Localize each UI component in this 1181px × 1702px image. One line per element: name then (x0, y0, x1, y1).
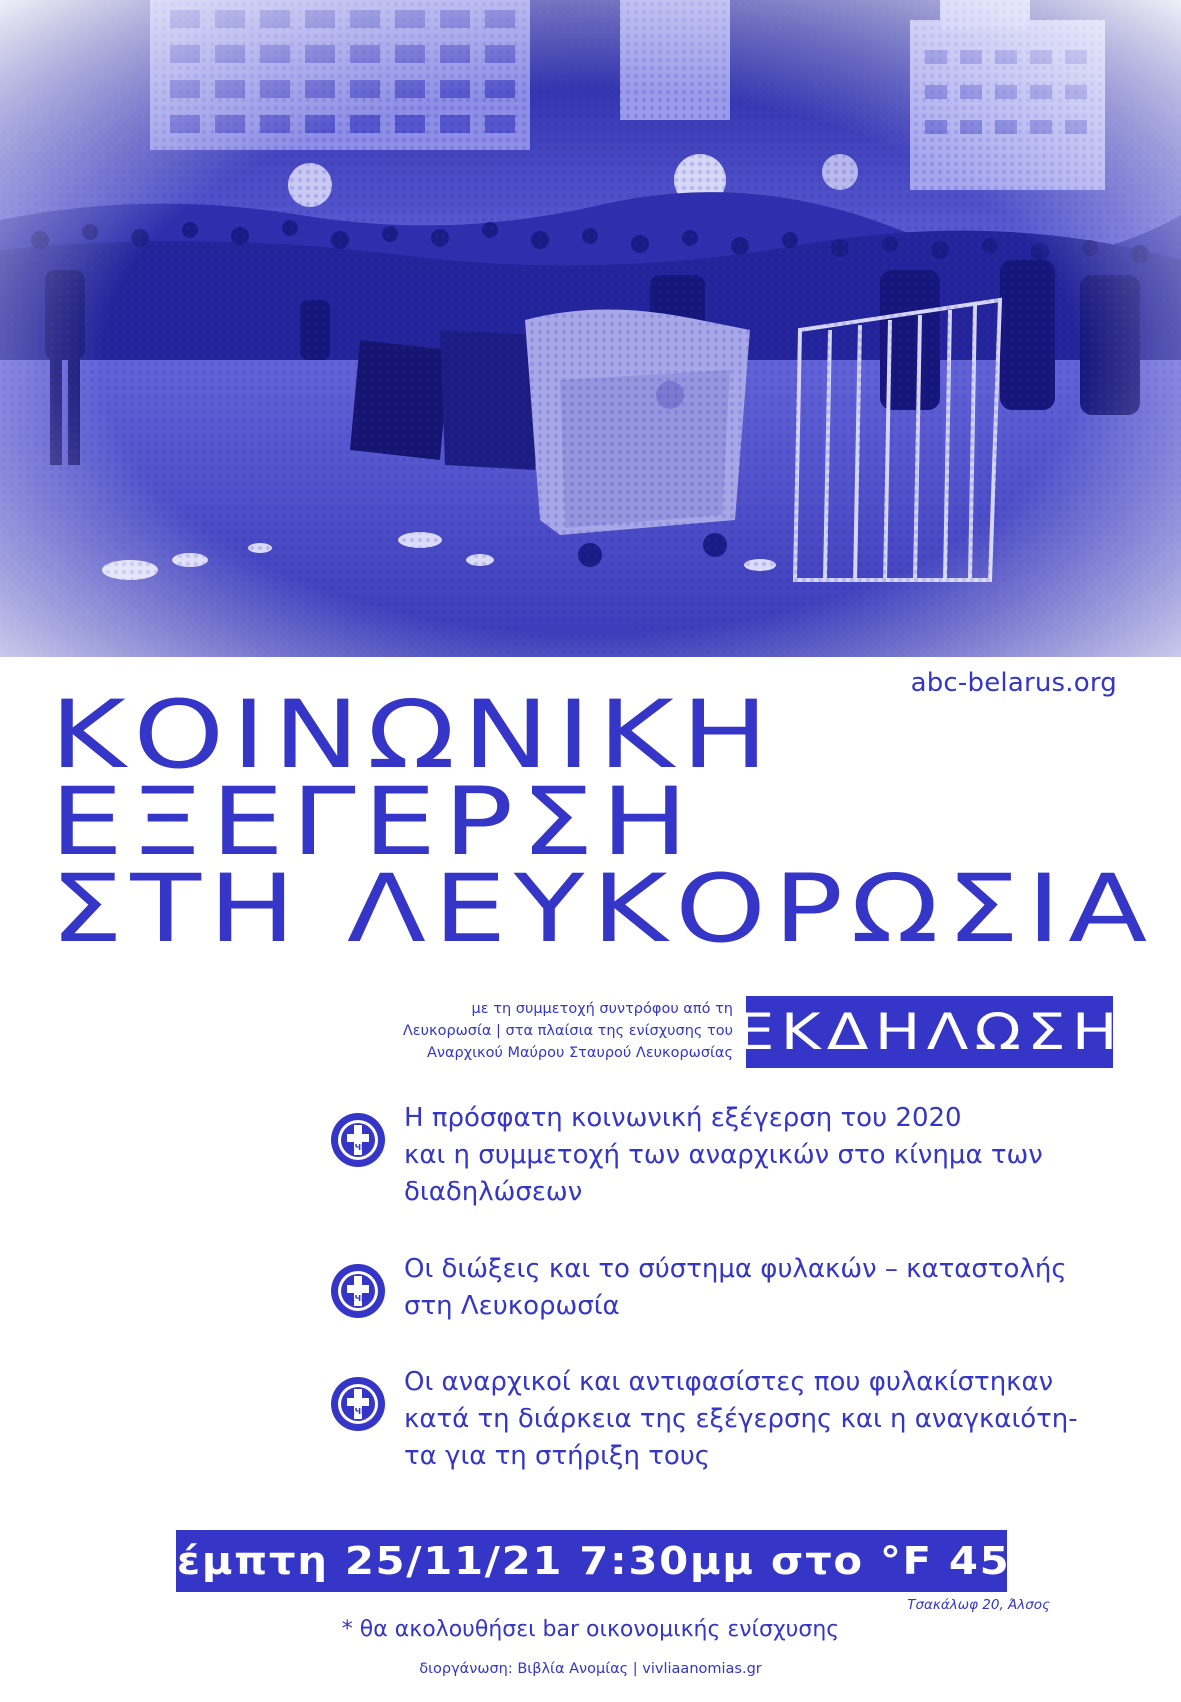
anarchist-black-cross-belarus-logo-icon (330, 1112, 386, 1168)
topic-line: και η συμμετοχή των αναρχικών στο κίνημα των (404, 1140, 1043, 1170)
event-datetime: πέμπτη 25/11/21 7:30μμ στο °F 451 (141, 1539, 1041, 1583)
svg-text:АЧК: АЧК (348, 1143, 368, 1152)
intro-text (403, 998, 733, 1064)
topic-line: Η πρόσφατη κοινωνική εξέγερση του 2020 (404, 1103, 962, 1133)
protest-photo (0, 0, 1181, 657)
anarchist-black-cross-belarus-logo-icon (330, 1376, 386, 1432)
anarchist-black-cross-belarus-logo-icon (330, 1263, 386, 1319)
intro-line: Λευκορωσία | στα πλαίσια της ενίσχυσης του (402, 1023, 733, 1039)
event-badge (735, 996, 1124, 1068)
svg-text:АЧК: АЧК (348, 1407, 368, 1416)
topic-line: Οι διώξεις και το σύστημα φυλακών – καταστολής (404, 1254, 1067, 1284)
svg-text:АЧК: АЧК (348, 1294, 368, 1303)
topic-line: κατά τη διάρκεια της εξέγερσης και η αναγκαιότη- (404, 1404, 1078, 1434)
topic-line: τα για τη στήριξη τους (404, 1441, 711, 1471)
title-line: ΣΤΗ ΛΕΥΚΟΡΩΣΙΑ (50, 855, 1155, 964)
venue-address: Τσακάλωφ 20, Άλσος (907, 1597, 1050, 1613)
event-datetime-bar (141, 1530, 1041, 1592)
topic-line: διαδηλώσεων (404, 1177, 583, 1207)
bar-note: * θα ακολουθήσει bar οικονομικής ενίσχυσης (341, 1617, 840, 1642)
title-line: ΕΞΕΓΕΡΣΗ (50, 768, 696, 877)
intro-line: με τη συμμετοχή συντρόφου από τη (471, 1001, 733, 1017)
event-label: ΕΚΔΗΛΩΣΗ (735, 1003, 1124, 1061)
organizer-credit: διοργάνωση: Βιβλία Ανομίας | vivliaanomias.gr (419, 1661, 762, 1677)
topic-line: στη Λευκορωσία (404, 1291, 620, 1321)
intro-line: Αναρχικού Μαύρου Σταυρού Λευκορωσίας (426, 1045, 733, 1061)
topic-line: Οι αναρχικοί και αντιφασίστες που φυλακίστηκαν (404, 1367, 1054, 1397)
website-link[interactable]: abc-belarus.org (910, 668, 1117, 698)
title-line: ΚΟΙΝΩΝΙΚΗ (50, 681, 776, 790)
